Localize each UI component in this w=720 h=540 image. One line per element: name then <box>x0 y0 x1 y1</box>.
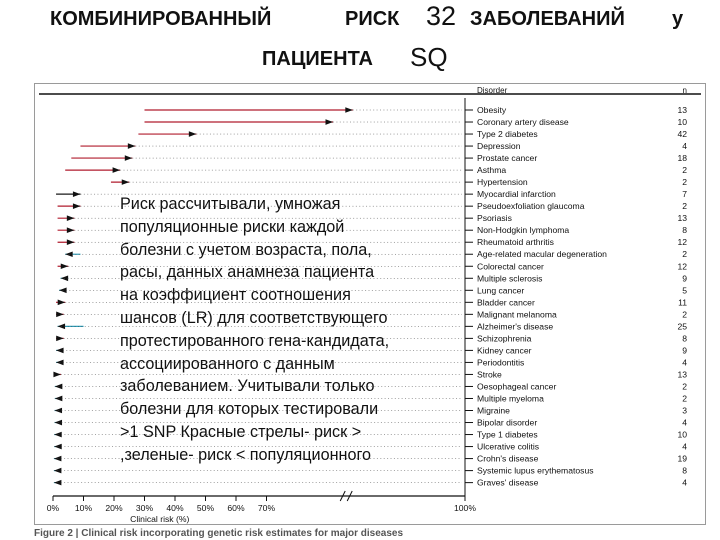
x-axis-title: Clinical risk (%) <box>130 514 190 524</box>
disorder-label: Malignant melanoma <box>477 309 557 320</box>
title-word-risk: РИСК <box>345 8 400 30</box>
disorder-label: Prostate cancer <box>477 153 538 164</box>
disorder-n: 18 <box>677 153 687 164</box>
risk-arrowhead <box>125 155 133 161</box>
explanation-line: болезни для которых тестировали <box>120 400 379 419</box>
disorder-n: 2 <box>682 309 687 320</box>
disorder-label: Type 1 diabetes <box>477 429 538 440</box>
disorder-n: 9 <box>682 345 687 356</box>
risk-arrowhead <box>128 143 136 149</box>
disorder-label: Obesity <box>477 105 507 115</box>
disorder-n: 4 <box>682 417 687 428</box>
disorder-n: 8 <box>682 225 687 236</box>
disorder-label: Lung cancer <box>477 285 525 296</box>
disorder-n: 2 <box>682 249 687 260</box>
title-word-of: у <box>672 8 684 30</box>
risk-arrowhead <box>73 203 81 209</box>
title-patient-id: SQ <box>410 42 448 72</box>
disorder-n: 25 <box>677 321 687 332</box>
risk-arrowhead <box>189 131 197 137</box>
disorder-label: Stroke <box>477 369 502 380</box>
x-tick-label: 20% <box>105 503 123 513</box>
risk-arrowhead <box>67 215 75 221</box>
disorder-label: Periodontitis <box>477 357 525 368</box>
explanation-line: на коэффициент соотношения <box>120 286 351 305</box>
disorder-n: 8 <box>682 465 687 476</box>
title-word-diseases: ЗАБОЛЕВАНИЙ <box>470 8 625 30</box>
explanation-line: протестированного гена-кандидата, <box>120 331 390 350</box>
explanation-line: заболеванием. Учитывали только <box>120 377 375 396</box>
disorder-n: 5 <box>682 285 687 296</box>
title-word-combined: КОМБИНИРОВАННЫЙ <box>50 8 272 30</box>
risk-arrowhead <box>56 336 64 342</box>
disorder-label: Myocardial infarction <box>477 189 556 200</box>
title-word-patient: ПАЦИЕНТА <box>262 48 373 70</box>
disorder-n: 10 <box>677 429 687 440</box>
x-tick-label: 60% <box>227 503 245 513</box>
disorder-label: Rheumatoid arthritis <box>477 237 554 248</box>
disorder-label: Asthma <box>477 165 507 176</box>
disorder-label: Ulcerative colitis <box>477 441 540 452</box>
disorder-label: Schizophrenia <box>477 333 532 344</box>
x-tick-label: 100% <box>454 503 476 513</box>
disorder-n: 13 <box>677 105 687 115</box>
disorder-label: Kidney cancer <box>477 345 532 356</box>
risk-arrowhead <box>53 372 61 378</box>
explanation-line: ,зеленые- риск < популяционного <box>120 445 372 464</box>
disorder-label: Multiple sclerosis <box>477 273 543 284</box>
disorder-n: 12 <box>677 237 687 248</box>
disorder-n: 11 <box>678 297 687 308</box>
figure-caption: Figure 2 | Clinical risk incorporating genetic risk estimates for major diseases <box>34 528 404 539</box>
disorder-n: 4 <box>682 357 687 368</box>
explanation-line: расы, данных анамнеза пациента <box>120 263 375 282</box>
disorder-label: Age-related macular degeneration <box>477 249 607 260</box>
x-tick-label: 0% <box>46 503 60 513</box>
disorder-n: 3 <box>682 405 687 416</box>
x-tick-label: 40% <box>166 503 184 513</box>
disorder-n: 9 <box>682 273 687 284</box>
disorder-n: 2 <box>682 177 687 188</box>
disorder-label: Coronary artery disease <box>477 117 569 128</box>
risk-arrowhead <box>61 263 69 269</box>
disorder-label: Alzheimer's disease <box>477 321 554 332</box>
disorder-n: 12 <box>677 261 687 272</box>
disorder-n: 4 <box>682 141 687 152</box>
disorder-label: Bladder cancer <box>477 297 535 308</box>
disorder-n: 2 <box>682 201 687 212</box>
disorder-label: Multiple myeloma <box>477 393 544 404</box>
disorder-label: Non-Hodgkin lymphoma <box>477 225 570 236</box>
explanation-text <box>120 193 460 467</box>
explanation-line: болезни с учетом возраста, пола, <box>120 240 372 259</box>
disorder-label: Type 2 diabetes <box>477 129 538 140</box>
explanation-line: шансов (LR) для соответствующего <box>120 308 388 327</box>
disorder-n: 42 <box>677 129 687 140</box>
risk-arrowhead <box>345 107 353 113</box>
disorder-label: Oesophageal cancer <box>477 381 557 392</box>
disorder-label: Pseudoexfoliation glaucoma <box>477 201 585 212</box>
disorder-header: Disorder <box>477 86 508 95</box>
risk-arrowhead <box>67 239 75 245</box>
x-tick-label: 30% <box>135 503 154 513</box>
disorder-n: 13 <box>677 213 687 224</box>
slide-title-line2 <box>0 40 720 80</box>
disorder-label: Hypertension <box>477 177 528 188</box>
risk-arrowhead <box>326 119 334 125</box>
risk-arrowhead <box>113 167 121 173</box>
risk-arrowhead <box>122 179 130 185</box>
disorder-label: Systemic lupus erythematosus <box>477 465 594 476</box>
x-tick-label: 50% <box>196 503 215 513</box>
risk-arrowhead <box>58 300 65 306</box>
disorder-n: 13 <box>677 369 687 380</box>
disorder-n: 8 <box>682 333 687 344</box>
x-tick-label: 10% <box>74 503 93 513</box>
risk-arrowhead <box>67 227 75 233</box>
explanation-line: ассоциированного с данным <box>120 354 335 373</box>
disorder-label: Colorectal cancer <box>477 261 544 272</box>
explanation-line: >1 SNP Красные стрелы- риск > <box>120 422 362 441</box>
disorder-n: 2 <box>682 381 687 392</box>
disorder-n: 2 <box>682 393 687 404</box>
disorder-label: Graves' disease <box>477 477 539 488</box>
slide-title-line1 <box>0 0 720 44</box>
disorder-label: Depression <box>477 141 521 152</box>
disorder-n: 4 <box>682 477 687 488</box>
disorder-n: 7 <box>682 189 687 200</box>
disorder-n: 2 <box>682 165 687 176</box>
explanation-line: Риск рассчитывали, умножая <box>120 195 341 213</box>
disorder-label: Bipolar disorder <box>477 417 538 428</box>
disorder-label: Migraine <box>477 405 510 416</box>
risk-arrowhead <box>56 312 64 318</box>
title-number: 32 <box>426 1 457 31</box>
disorder-label: Psoriasis <box>477 213 512 224</box>
explanation-line: популяционные риски каждой <box>120 217 345 236</box>
x-tick-label: 70% <box>257 503 276 513</box>
disorder-n: 19 <box>677 453 687 464</box>
disorder-n: 4 <box>682 441 687 452</box>
risk-arrowhead <box>73 191 81 197</box>
disorder-label: Crohn's disease <box>477 453 539 464</box>
n-header: n <box>682 86 687 95</box>
disorder-n: 10 <box>677 117 687 128</box>
